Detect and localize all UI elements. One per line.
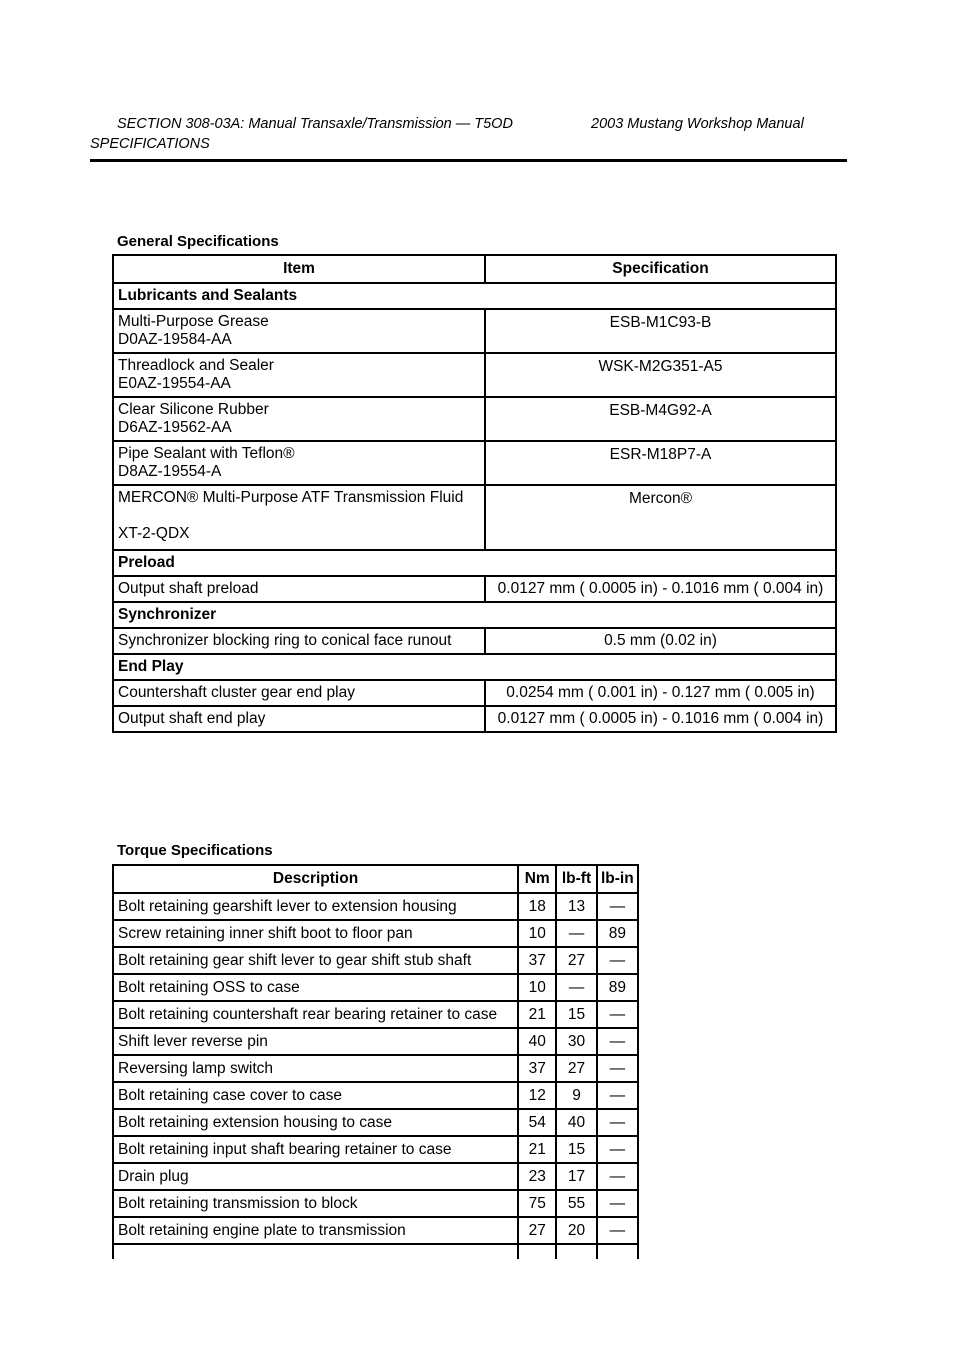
table-header-row xyxy=(113,865,638,893)
description-cell: Screw retaining inner shift boot to floor pan xyxy=(113,920,518,947)
lbin-cell: — xyxy=(597,893,638,920)
lbft-cell: — xyxy=(556,974,596,1001)
nm-cell: 40 xyxy=(518,1028,556,1055)
spec-cell: WSK-M2G351-A5 xyxy=(485,353,836,397)
subsection-title: SPECIFICATIONS xyxy=(90,136,210,152)
nm-cell: 27 xyxy=(518,1217,556,1244)
nm-cell: 18 xyxy=(518,893,556,920)
item-name: Threadlock and Sealer xyxy=(118,357,274,374)
lbin-cell: — xyxy=(597,947,638,974)
synchronizer-heading: Synchronizer xyxy=(113,602,836,628)
table-row xyxy=(113,1082,638,1109)
nm-column-header: Nm xyxy=(518,865,556,893)
end-play-heading: End Play xyxy=(113,654,836,680)
item-name: Clear Silicone Rubber xyxy=(118,401,269,418)
table-row xyxy=(113,397,836,441)
specification-column-header: Specification xyxy=(485,255,836,283)
nm-cell: 10 xyxy=(518,974,556,1001)
section-row xyxy=(113,283,836,309)
empty-cell xyxy=(556,1244,596,1259)
item-part-number: D6AZ-19562-AA xyxy=(118,419,232,436)
description-cell: Bolt retaining gearshift lever to extension housing xyxy=(113,893,518,920)
description-cell: Bolt retaining OSS to case xyxy=(113,974,518,1001)
header-divider xyxy=(90,159,847,162)
lbin-cell: — xyxy=(597,1136,638,1163)
item-cell: Synchronizer blocking ring to conical face runout xyxy=(113,628,485,654)
spec-cell: 0.0127 mm ( 0.0005 in) - 0.1016 mm ( 0.004 in) xyxy=(485,576,836,602)
lbft-cell: 27 xyxy=(556,947,596,974)
item-name: Pipe Sealant with Teflon® xyxy=(118,445,295,462)
table-header-row xyxy=(113,255,836,283)
table-row xyxy=(113,1136,638,1163)
lbin-cell: — xyxy=(597,1028,638,1055)
lbin-cell: — xyxy=(597,1163,638,1190)
description-cell: Reversing lamp switch xyxy=(113,1055,518,1082)
section-row xyxy=(113,602,836,628)
table-row xyxy=(113,576,836,602)
item-name: Multi-Purpose Grease xyxy=(118,313,269,330)
empty-cell xyxy=(597,1244,638,1259)
table-row xyxy=(113,485,836,550)
lbin-cell: — xyxy=(597,1082,638,1109)
nm-cell: 12 xyxy=(518,1082,556,1109)
item-name: MERCON® Multi-Purpose ATF Transmission Fluid xyxy=(118,489,464,506)
spec-cell: 0.5 mm (0.02 in) xyxy=(485,628,836,654)
lbft-column-header: lb-ft xyxy=(556,865,596,893)
nm-cell: 54 xyxy=(518,1109,556,1136)
nm-cell: 21 xyxy=(518,1136,556,1163)
nm-cell: 10 xyxy=(518,920,556,947)
torque-specifications-table xyxy=(112,864,639,1259)
manual-title: 2003 Mustang Workshop Manual xyxy=(591,116,804,132)
section-row xyxy=(113,550,836,576)
table-row xyxy=(113,947,638,974)
table-row xyxy=(113,1001,638,1028)
table-row xyxy=(113,680,836,706)
description-cell: Bolt retaining gear shift lever to gear shift stub shaft xyxy=(113,947,518,974)
spec-cell: Mercon® xyxy=(485,485,836,550)
section-title: SECTION 308-03A: Manual Transaxle/Transmission — T5OD xyxy=(117,116,513,132)
lubricants-heading: Lubricants and Sealants xyxy=(113,283,836,309)
item-part-number: D8AZ-19554-A xyxy=(118,463,222,480)
item-cell: Output shaft preload xyxy=(113,576,485,602)
item-part-number: D0AZ-19584-AA xyxy=(118,331,232,348)
spec-cell: 0.0127 mm ( 0.0005 in) - 0.1016 mm ( 0.004 in) xyxy=(485,706,836,732)
description-cell: Bolt retaining countershaft rear bearing retainer to case xyxy=(113,1001,518,1028)
lbin-cell: 89 xyxy=(597,974,638,1001)
lbft-cell: — xyxy=(556,920,596,947)
spec-cell: ESB-M1C93-B xyxy=(485,309,836,353)
lbin-cell: 89 xyxy=(597,920,638,947)
lbft-cell: 40 xyxy=(556,1109,596,1136)
description-cell: Drain plug xyxy=(113,1163,518,1190)
spec-cell: ESB-M4G92-A xyxy=(485,397,836,441)
table-row xyxy=(113,628,836,654)
table-row xyxy=(113,353,836,397)
empty-cell xyxy=(113,1244,518,1259)
item-column-header: Item xyxy=(113,255,485,283)
nm-cell: 37 xyxy=(518,947,556,974)
lbft-cell: 27 xyxy=(556,1055,596,1082)
item-cell xyxy=(113,397,485,441)
item-cell xyxy=(113,485,485,550)
lbft-cell: 15 xyxy=(556,1001,596,1028)
table-row xyxy=(113,974,638,1001)
section-row xyxy=(113,654,836,680)
nm-cell: 75 xyxy=(518,1190,556,1217)
table-row xyxy=(113,1028,638,1055)
item-part-number: E0AZ-19554-AA xyxy=(118,375,231,392)
item-cell: Output shaft end play xyxy=(113,706,485,732)
table-row xyxy=(113,1217,638,1244)
lbft-cell: 13 xyxy=(556,893,596,920)
table-row xyxy=(113,1109,638,1136)
table-row xyxy=(113,706,836,732)
lbin-column-header: lb-in xyxy=(597,865,638,893)
lbft-cell: 30 xyxy=(556,1028,596,1055)
table-continuation-row xyxy=(113,1244,638,1259)
empty-cell xyxy=(518,1244,556,1259)
lbft-cell: 20 xyxy=(556,1217,596,1244)
lbin-cell: — xyxy=(597,1190,638,1217)
table-row xyxy=(113,920,638,947)
item-cell xyxy=(113,441,485,485)
nm-cell: 23 xyxy=(518,1163,556,1190)
description-cell: Bolt retaining input shaft bearing retainer to case xyxy=(113,1136,518,1163)
item-cell: Countershaft cluster gear end play xyxy=(113,680,485,706)
torque-specifications-caption: Torque Specifications xyxy=(117,842,273,859)
general-specifications-caption: General Specifications xyxy=(117,233,279,250)
description-cell: Shift lever reverse pin xyxy=(113,1028,518,1055)
table-row xyxy=(113,1163,638,1190)
lbin-cell: — xyxy=(597,1217,638,1244)
nm-cell: 37 xyxy=(518,1055,556,1082)
lbft-cell: 9 xyxy=(556,1082,596,1109)
table-row xyxy=(113,309,836,353)
spec-cell: ESR-M18P7-A xyxy=(485,441,836,485)
description-cell: Bolt retaining extension housing to case xyxy=(113,1109,518,1136)
general-specifications-table xyxy=(112,254,837,733)
spec-cell: 0.0254 mm ( 0.001 in) - 0.127 mm ( 0.005 in) xyxy=(485,680,836,706)
lbin-cell: — xyxy=(597,1109,638,1136)
preload-heading: Preload xyxy=(113,550,836,576)
item-part-number: XT-2-QDX xyxy=(118,525,190,542)
lbft-cell: 17 xyxy=(556,1163,596,1190)
lbft-cell: 55 xyxy=(556,1190,596,1217)
nm-cell: 21 xyxy=(518,1001,556,1028)
lbft-cell: 15 xyxy=(556,1136,596,1163)
description-column-header: Description xyxy=(113,865,518,893)
table-row xyxy=(113,441,836,485)
description-cell: Bolt retaining transmission to block xyxy=(113,1190,518,1217)
item-cell xyxy=(113,309,485,353)
description-cell: Bolt retaining case cover to case xyxy=(113,1082,518,1109)
table-row xyxy=(113,1055,638,1082)
item-cell xyxy=(113,353,485,397)
lbin-cell: — xyxy=(597,1055,638,1082)
description-cell: Bolt retaining engine plate to transmission xyxy=(113,1217,518,1244)
lbin-cell: — xyxy=(597,1001,638,1028)
table-row xyxy=(113,893,638,920)
table-row xyxy=(113,1190,638,1217)
